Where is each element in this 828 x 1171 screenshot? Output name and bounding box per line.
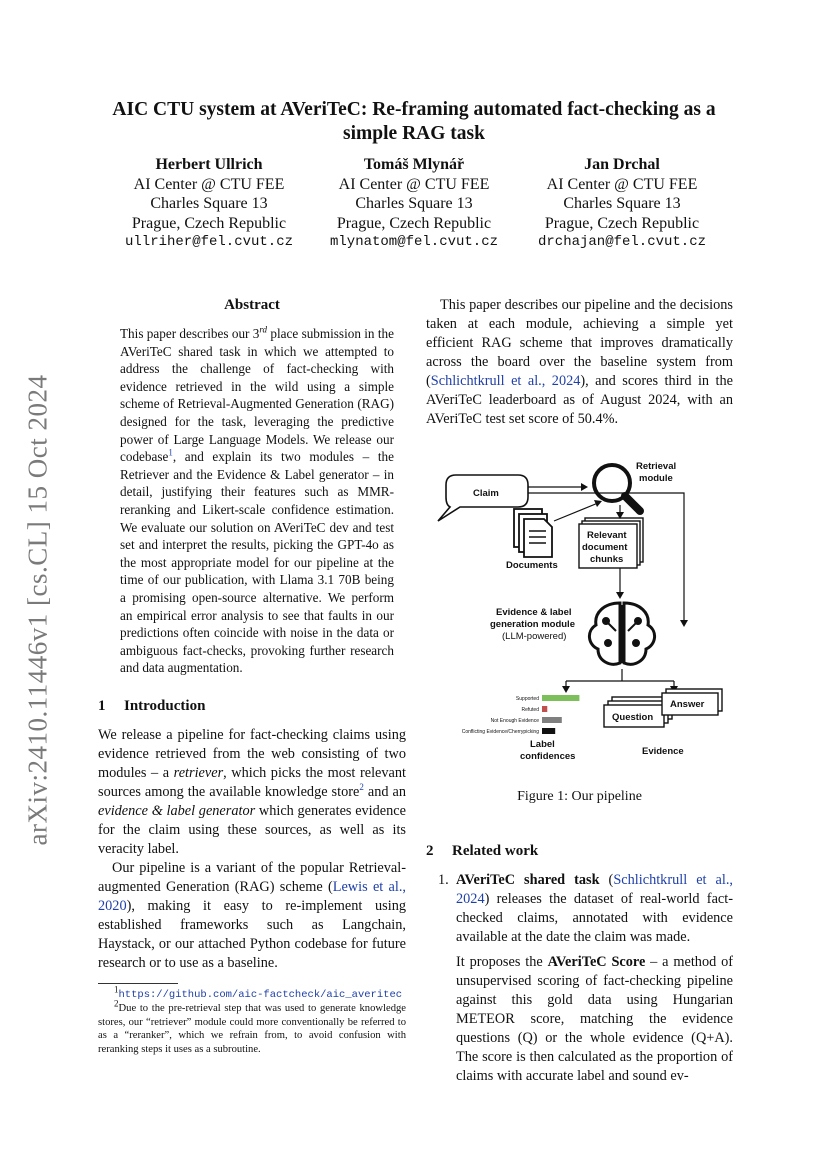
intro-paragraph-1 [98,726,406,859]
text-run: This paper describes our pipeline and the decisions taken at each module, achieving a simple yet efficient RAG scheme that improves dramatically across the board over the baseline system from ( [426,297,733,389]
label-confidence-bar [542,728,555,734]
section-title: Introduction [124,697,206,714]
chunks-label-2: document [582,542,628,553]
text-run: ), and scores third in the AVeriTeC leaderboard as of August 2024, with an AVeriTeC test set score of 50.4%. [426,373,733,427]
author-city: Prague, Czech Republic [336,214,492,232]
text-run: , which picks the most relevant sources among the available knowledge store [98,764,407,800]
figure-caption: Figure 1: Our pipeline [517,789,642,804]
section-number: 2 [426,843,434,859]
retrieval-label-1: Retrieval [636,461,677,472]
author-address: Charles Square 13 [355,195,473,212]
footnote-ref-1[interactable]: 1 [168,447,173,458]
author-email[interactable]: ullriher@fel.cvut.cz [124,234,294,250]
list-item [426,871,733,1086]
generator-label-3: (LLM-powered) [502,631,567,642]
footnote-mark: 1 [114,984,119,995]
intro-paragraph-2 [98,859,406,973]
citation-link[interactable]: Schlichtkrull et al., 2024 [456,872,733,907]
pipeline-diagram [426,445,733,763]
author-city: Prague, Czech Republic [131,214,287,232]
arrow-head [562,686,570,693]
paper-title [80,98,748,146]
text-run: ), making it easy to re-implement using established frameworks such as Langchain, Haystack, or our attached Python codebase for future research or to use as a baseline. [98,897,406,971]
footnote-divider [98,983,178,984]
footnote-text: Due to the pre-retrieval step that was used to generate knowledge stores, our “retriever” module could more conventionally be referred to as a “reranker”, which we refrain from, to avoid confusion with reranking steps it uses as a subroutine. [98,1003,406,1055]
intro-paragraph-3 [426,296,733,429]
list-marker: 1. [438,872,449,888]
author-city: Prague, Czech Republic [544,214,700,232]
citation-link[interactable]: Schlichtkrull et al., 2024 [430,373,581,389]
term-generator: evidence & label generator [98,802,256,819]
text-run: which generates evidence for the claim using these sources, as well as its veracity label. [98,802,406,857]
author-address: Charles Square 13 [563,195,681,212]
title-line-2: simple RAG task [343,123,485,144]
chunks-label-3: chunks [590,554,624,565]
label-confidences-1: Label [530,739,555,750]
term-averitec-score: AVeriTeC Score [547,954,646,970]
text-run: We release a pipeline for fact-checking claims using evidence retrieved from the web consisting of two modules – a [98,726,406,781]
right-column [426,296,733,1086]
evidence-label: Evidence [642,746,684,757]
footnote-url-link[interactable]: https://github.com/aic-factcheck/aic_averitec [118,988,403,1001]
abstract-part-3: , and explain its two modules – the Retriever and the Evidence & Label generator – in detail, justifying their features such as MMR-reranking and Likert-scale confidence estimation. We evaluate our solution on AVeriTeC dev and test set and interpret the results, picking the GPT-4o as the most appropriate model for our pipeline at the time of our publication, with Llama 3.1 70B being a promising open-source alternative. We perform an empirical error analysis to see that faults in our predictions often coincide with noise in the data or ambiguous fact-checks, provoking further research and data augmentation. [120,449,394,676]
label-confidence-bar [542,706,547,712]
section-title: Related work [452,843,539,859]
generator-label-1: Evidence & label [496,607,572,618]
item-title: AVeriTeC shared task [456,872,600,888]
author-2 [309,155,519,253]
footnote-ref-2[interactable]: 2 [359,782,364,793]
label-confidence-chart [462,695,580,735]
text-run: ) releases the dataset of real-world fact-checked claims, annotated with evidence available at the date the claim was made. [456,891,733,945]
figure-pipeline [426,445,733,785]
left-column [98,296,406,1056]
answer-label: Answer [670,699,705,710]
label-name: Refuted [521,707,539,713]
footnote-1 [98,984,406,1002]
claim-label: Claim [473,488,499,499]
citation-link[interactable]: Lewis et al., 2020 [98,878,407,914]
author-1 [104,155,314,253]
arxiv-identifier [18,370,58,850]
section-heading-related-work [426,842,733,861]
abstract-heading: Abstract [224,297,280,313]
abstract-part-2: place submission in the AVeriTeC shared task in which we attempted to address the challenge of fact-checking with evidence retrieved in the wild using a simple scheme of Retrieval-Augmented Generation (RAG) designed for the task, leveraging the predictive power of Large Language Models. We release our codebase [120,326,394,465]
question-label: Question [612,712,654,723]
author-affiliation: AI Center @ CTU FEE [546,175,698,193]
documents-label: Documents [506,560,558,571]
term-retriever: retriever [173,764,224,781]
documents-icon [514,509,552,557]
label-name: Not Enough Evidence [490,718,539,724]
abstract-ordinal: rd [259,324,268,335]
text-run: – a method of unsupervised scoring of fact-checking pipeline against this gold data using Hungarian METEOR score, matching the evidence questions (Q) or the whole evidence (Q+A). The score is then calculated as the proportion of claims with accurate label and sound ev- [456,954,733,1084]
footnote-mark: 2 [114,998,119,1009]
label-name: Supported [515,696,539,702]
arrow-head [616,592,624,599]
retrieval-label-2: module [639,473,673,484]
author-email[interactable]: mlynatom@fel.cvut.cz [329,234,499,250]
text-run: Our pipeline is a variant of the popular Retrieval-augmented Generation (RAG) scheme ( [98,859,406,895]
author-3 [517,155,727,253]
label-confidence-bar [542,717,562,723]
author-email[interactable]: drchajan@fel.cvut.cz [537,234,707,250]
title-line-1: AIC CTU system at AVeriTeC: Re-framing automated fact-checking as a [112,99,716,120]
text-run: and an [363,783,406,800]
label-confidences-2: confidences [520,751,576,762]
author-name: Tomáš Mlynář [363,156,465,173]
text-run: It proposes the [456,954,548,970]
magnifier-icon [594,465,640,511]
abstract-text [98,325,406,677]
section-heading-introduction [98,697,406,716]
abstract-part-1: This paper describes our 3 [120,326,260,341]
section-number: 1 [98,697,106,714]
label-name: Conflicting Evidence/Cherrypicking [461,729,539,735]
author-affiliation: AI Center @ CTU FEE [338,175,490,193]
arrow-head [581,483,588,491]
arxiv-stamp-text: arXiv:2410.11446v1 [cs.CL] 15 Oct 2024 [22,374,53,846]
author-address: Charles Square 13 [150,195,268,212]
arrow-head [680,620,688,627]
generator-label-2: generation module [490,619,575,630]
label-confidence-bar [542,695,579,701]
related-work-list [426,871,733,1086]
chunks-label-1: Relevant [587,530,627,541]
author-name: Jan Drchal [584,156,660,173]
footnote-2 [98,998,406,1056]
author-affiliation: AI Center @ CTU FEE [133,175,285,193]
brain-chip-icon [589,603,654,664]
text-run: ( [599,872,614,888]
author-name: Herbert Ullrich [155,156,263,173]
